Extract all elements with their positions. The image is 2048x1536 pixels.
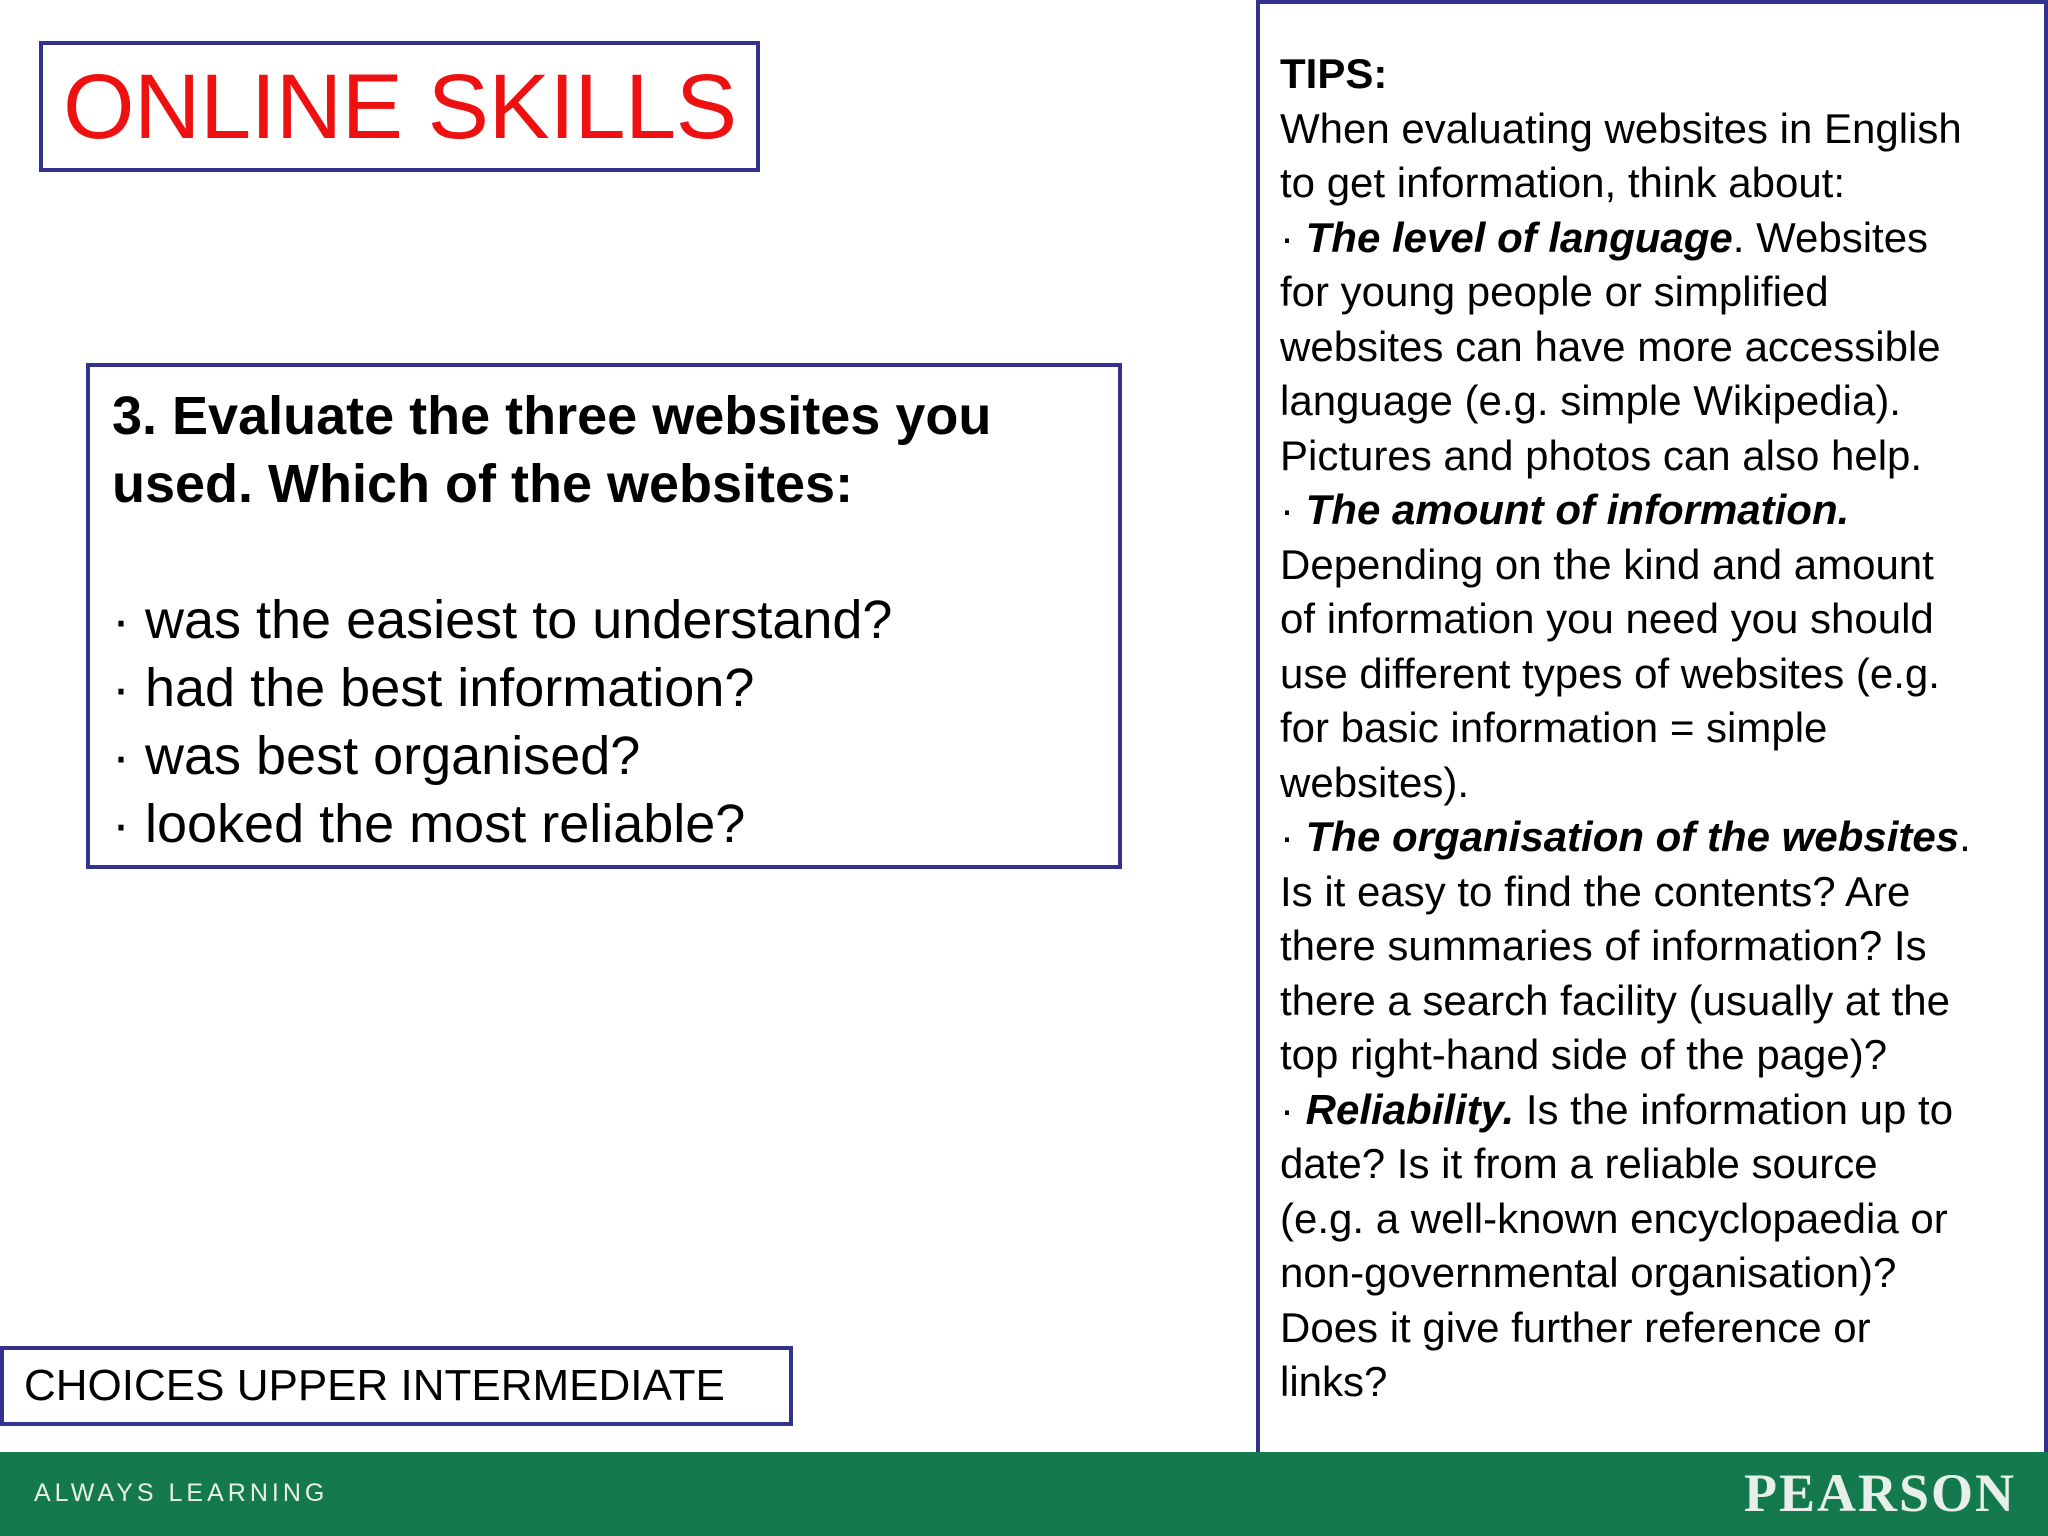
tip-language-rest: . Websites [1732,213,1929,261]
tip-reliability-rest: Is the information up to [1514,1085,1954,1133]
tips-heading: TIPS: [1280,50,1388,97]
tip-amount-line: of information you need you should [1280,595,1934,642]
tip-reliability-line: (e.g. a well-known encyclopaedia or [1280,1194,1948,1242]
tip-bullet: · [1280,213,1306,261]
footer-tagline: ALWAYS LEARNING [34,1479,329,1507]
tips-intro-line: to get information, think about: [1280,159,1846,206]
tip-organisation-line: there summaries of information? Is [1280,922,1927,969]
tip-language-first-line [1280,211,2044,266]
question-item: · looked the most reliable? [112,794,746,854]
tip-bullet: · [1280,1085,1306,1133]
page-title: ONLINE SKILLS [63,55,737,158]
tip-amount-first-line [1280,483,2044,538]
question-box [86,363,1122,869]
question-heading-line2: used. Which of the websites: [112,454,854,514]
tip-organisation-term: The organisation of the websites [1305,813,1960,860]
tip-language-line: language (e.g. simple Wikipedia). [1280,377,1901,424]
question-heading [112,382,1118,518]
tip-amount-term: The amount of information. [1305,486,1850,533]
question-item: · was best organised? [112,726,641,786]
tip-reliability-line: non-governmental organisation)? [1280,1249,1897,1296]
question-item: · had the best information? [112,658,755,718]
tip-bullet: · [1280,486,1306,533]
tip-language-line: for young people or simplified [1280,268,1829,315]
tip-reliability-first-line [1280,1083,2044,1138]
course-label: CHOICES UPPER INTERMEDIATE [24,1361,725,1410]
tip-reliability-line: date? Is it from a reliable source [1280,1140,1878,1187]
tip-organisation-first-line [1280,810,2044,865]
tip-reliability-line: Does it give further reference or [1280,1303,1871,1351]
tip-amount-line: use different types of websites (e.g. [1280,649,1940,697]
tip-reliability-term: Reliability. [1305,1085,1515,1133]
brand-logo: PEARSON [1743,1463,2016,1523]
question-list [112,586,1118,858]
tips-box [1256,0,2048,1456]
tip-amount-line: for basic information = simple [1280,704,1828,751]
tip-organisation-line: top right-hand side of the page)? [1280,1031,1888,1078]
tip-language-line: websites can have more accessible [1280,322,1941,370]
tip-organisation-rest: . [1959,813,1971,860]
tip-organisation-line: Is it easy to find the contents? Are [1280,867,1911,915]
course-label-box [0,1346,793,1426]
tip-amount-line: websites). [1280,758,1470,806]
tip-bullet: · [1280,813,1306,860]
tip-language-line: Pictures and photos can also help. [1280,431,1923,479]
tips-intro-line: When evaluating websites in English [1280,104,1962,152]
title-box [39,41,760,172]
question-heading-line1: 3. Evaluate the three websites you [112,386,992,446]
tip-amount-line: Depending on the kind and amount [1280,540,1934,588]
question-item: · was the easiest to understand? [112,590,893,650]
tip-language-term: The level of language [1305,213,1733,261]
tip-organisation-line: there a search facility (usually at the [1280,976,1950,1024]
footer-bar [0,1452,2048,1536]
tip-reliability-line: links? [1280,1358,1388,1405]
